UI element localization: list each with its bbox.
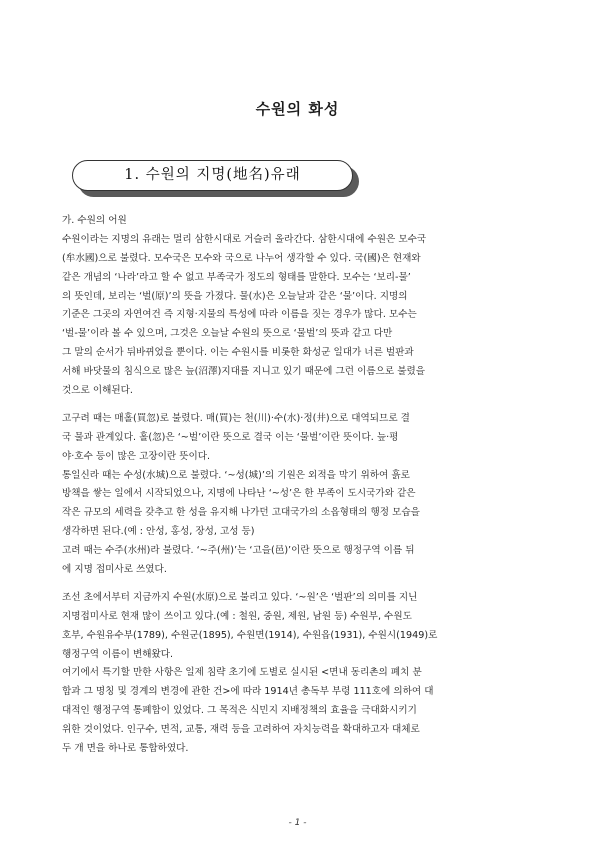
- text-line: 합과 그 명칭 및 경계의 변경에 관한 건>에 따라 1914년 총독부 부령 111호에 의하여 대: [62, 686, 434, 698]
- text-line: 지명접미사로 현재 많이 쓰이고 있다.(예 : 철원, 중원, 제원, 남원 등) 수원부, 수원도: [62, 610, 412, 622]
- text-line: 기준은 그곳의 자연여건 즉 지형·지물의 특성에 따라 이름을 짓는 경우가 많다. 모수는: [62, 309, 417, 321]
- text-line: 것으로 이해된다.: [62, 385, 133, 397]
- text-line: 작은 규모의 세력을 갖추고 한 성을 유지해 나가던 고대국가의 소읍형태의 행정 모습을: [62, 507, 420, 519]
- text-line: 에 지명 접미사로 쓰였다.: [62, 564, 167, 576]
- text-line: 통일신라 때는 수성(水城)으로 불렸다. ‘~성(城)’의 기원은 외적을 막기 위하여 흙로: [62, 469, 410, 481]
- text-line: 같은 개념의 ‘나라’라고 할 수 없고 부족국가 정도의 형태를 말한다. 모수는 ‘보리-물’: [62, 271, 411, 283]
- paragraph: [62, 410, 542, 580]
- text-line: 호부, 수원유수부(1789), 수원군(1895), 수원면(1914), 수원읍(1931), 수원시(1949)로: [62, 629, 438, 641]
- page-number: - 1 -: [288, 818, 307, 828]
- text-line: 고구려 때는 매홀(買忽)로 불렸다. 매(買)는 천(川)·수(水)·정(井)으로 대역되므로 결: [62, 412, 410, 424]
- text-line: 서해 바닷물의 침식으로 많은 늪(沼澤)지대를 지니고 있기 때문에 그런 이름으로 불렸을: [62, 366, 425, 378]
- text-line: 대적인 행정구역 통폐합이 있었다. 그 목적은 식민지 지배정책의 효율을 극대화시키기: [62, 705, 417, 717]
- text-line: 고려 때는 수주(水州)라 불렸다. ‘~주(州)’는 ‘고을(邑)’이란 뜻으로 행정구역 이름 뒤: [62, 545, 415, 557]
- section-gap: [62, 401, 542, 410]
- text-line: 행정구역 이름이 변해왔다.: [62, 648, 174, 660]
- text-line: 야·호수 등이 많은 고장이란 뜻이다.: [62, 450, 211, 462]
- chapter-heading: 1. 수원의 지명(地名)유래: [124, 167, 301, 183]
- text-line: ‘벌-물’이라 볼 수 있으며, 그것은 오늘날 수원의 뜻으로 ‘물벌’의 뜻과 같고 다만: [62, 328, 393, 340]
- body-text: [62, 212, 542, 759]
- paragraph: [62, 212, 542, 401]
- text-line: 방책을 쌓는 일에서 시작되었으나, 지명에 나타난 ‘~성’은 한 부족이 도시국가와 같은: [62, 488, 416, 500]
- section-gap: [62, 580, 542, 589]
- text-line: (牟水國)으로 불렸다. 모수국은 모수와 국으로 나누어 생각할 수 있다. 국(國)은 현재와: [62, 252, 421, 264]
- paragraph: [62, 589, 542, 759]
- section-heading: 가. 수원의 어원: [62, 215, 127, 226]
- text-line: 생각하면 된다.(예 : 안성, 홍성, 장성, 고성 등): [62, 526, 255, 538]
- text-line: 의 뜻인데, 보리는 ‘벌(原)’의 뜻을 가졌다. 물(水)은 오늘날과 같은 ‘물’이다. 지명의: [62, 290, 408, 302]
- document-title: 수원의 화성: [255, 100, 340, 118]
- text-line: 그 말의 순서가 뒤바뀌었을 뿐이다. 이는 수원시를 비롯한 화성군 일대가 너른 벌판과: [62, 347, 414, 359]
- text-line: 수원이라는 지명의 유래는 멀리 삼한시대로 거슬러 올라간다. 삼한시대에 수원은 모수국: [62, 233, 427, 245]
- text-line: 여기에서 특기할 만한 사항은 일제 침략 초기에 도별로 실시된 <면내 동리촌의 폐치 분: [62, 667, 422, 679]
- text-line: 위한 것이었다. 인구수, 면적, 교통, 재력 등을 고려하여 자치능력을 확대하고자 대체로: [62, 724, 420, 736]
- text-line: 국 물과 관계있다. 홀(忽)은 ‘~벌’이란 뜻으로 결국 이는 ‘물벌’이란 뜻이다. 늪·평: [62, 431, 399, 443]
- text-line: 두 개 면을 하나로 통합하였다.: [62, 743, 189, 755]
- text-line: 조선 초에서부터 지금까지 수원(水原)으로 불리고 있다. ‘~원’은 ‘벌판’의 의미를 지닌: [62, 591, 418, 603]
- chapter-banner: [72, 160, 357, 196]
